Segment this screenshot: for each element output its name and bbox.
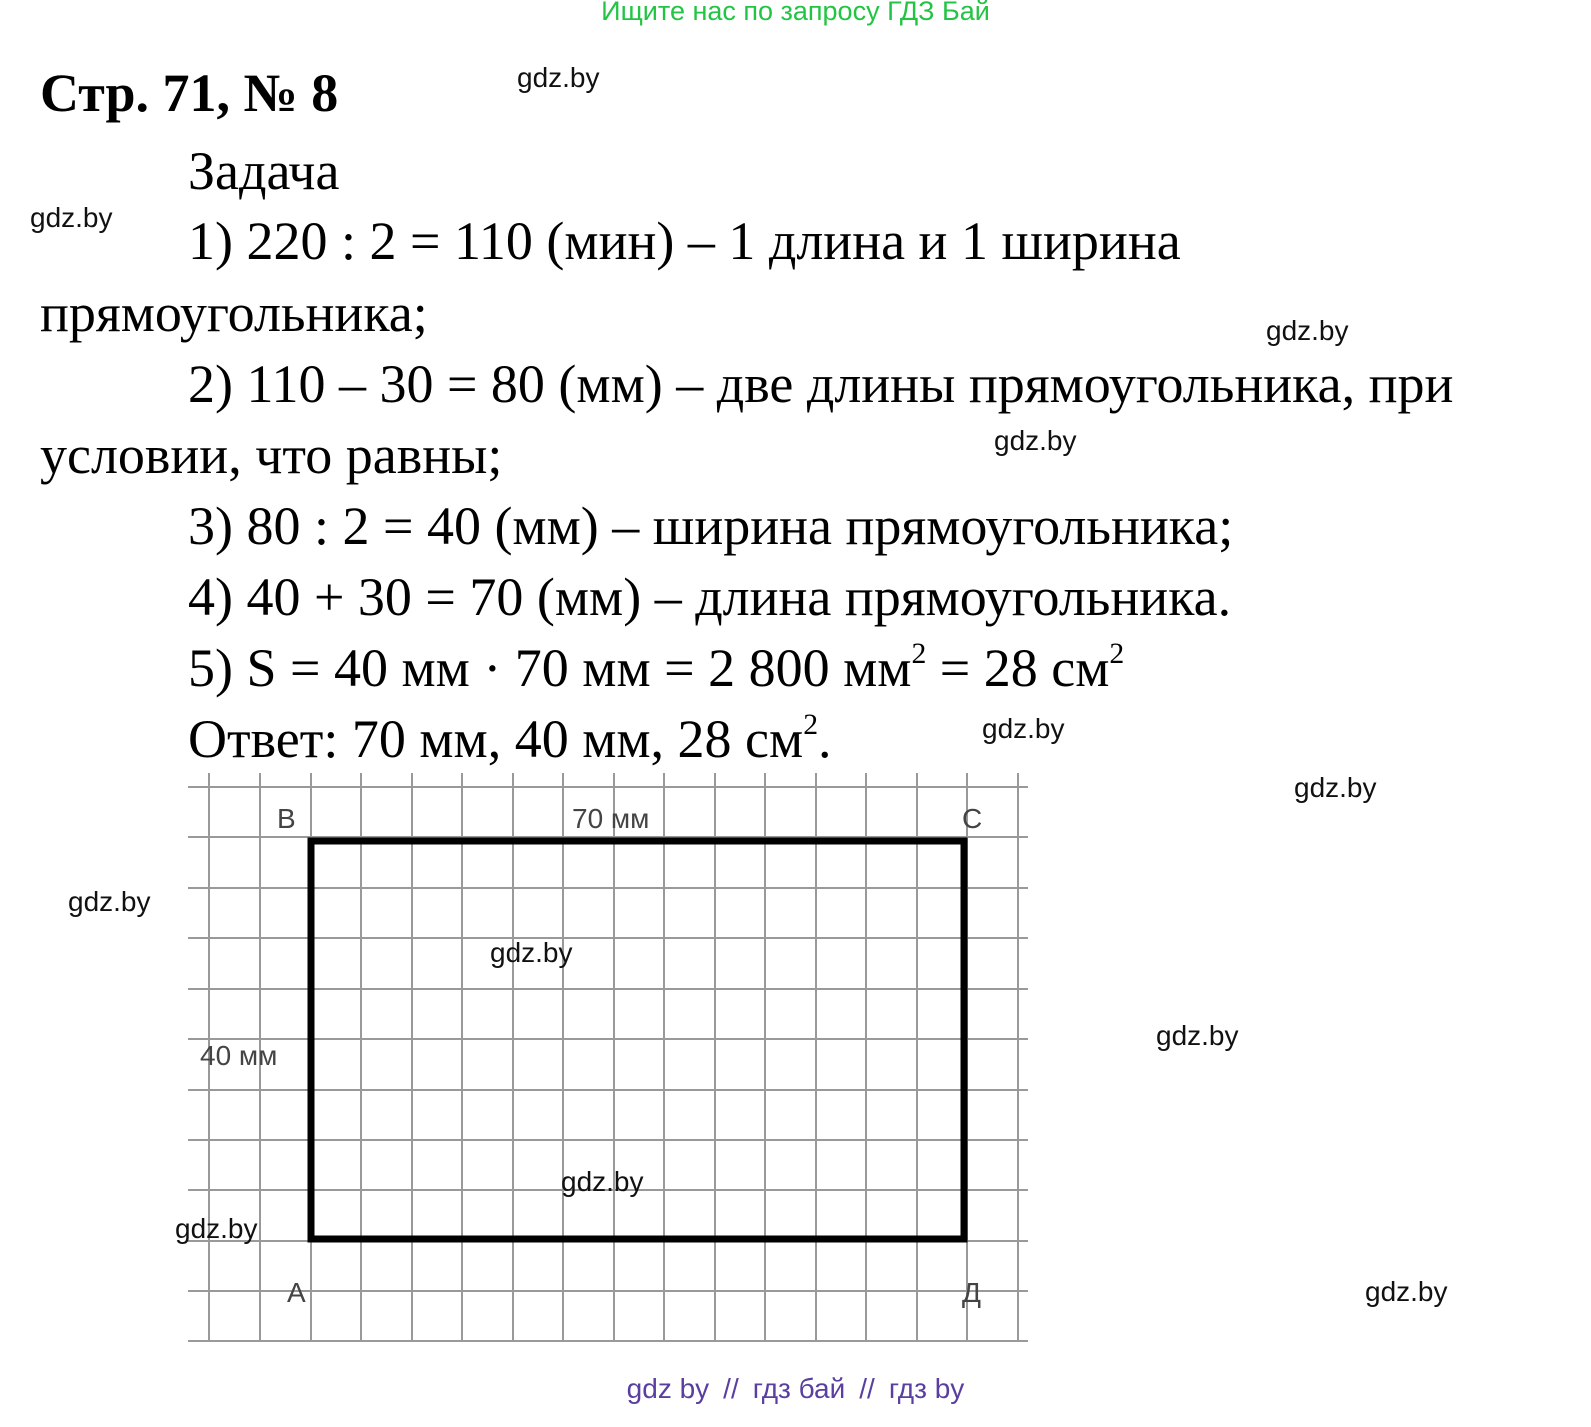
watermark: gdz.by <box>1266 315 1349 346</box>
search-banner: Ищите нас по запросу ГДЗ Бай <box>601 0 990 26</box>
footer-link-gdz-by-2[interactable]: гдз by <box>888 1373 965 1404</box>
step-2-line-2: условии, что равны; <box>40 425 503 485</box>
step-5-exponent-2: 2 <box>1109 637 1125 670</box>
step-5-exponent: 2 <box>911 637 927 670</box>
watermark: gdz.by <box>1365 1276 1448 1307</box>
step-1-line-1: 1) 220 : 2 = 110 (мин) – 1 длина и 1 ширина <box>188 211 1181 271</box>
task-label: Задача <box>188 141 340 201</box>
width-label: 40 мм <box>200 1040 278 1071</box>
answer-main: Ответ: 70 мм, 40 мм, 28 см <box>188 709 804 769</box>
footer-link-gdz-by[interactable]: gdz by <box>626 1373 710 1404</box>
answer-exponent: 2 <box>803 708 819 741</box>
watermark: gdz.by <box>982 713 1065 744</box>
step-5-main: 5) S = 40 мм · 70 мм = 2 800 мм <box>188 638 912 698</box>
step-1-line-2: прямоугольника; <box>40 283 428 343</box>
step-5-mid: = 28 см <box>926 638 1110 698</box>
footer-link-gdz-bai[interactable]: гдз бай <box>752 1373 846 1404</box>
step-3: 3) 80 : 2 = 40 (мм) – ширина прямоугольника; <box>188 496 1234 556</box>
watermark: gdz.by <box>1156 1020 1239 1051</box>
watermark: gdz.by <box>561 1166 644 1197</box>
page-title: Стр. 71, № 8 <box>40 63 339 123</box>
vertex-d-label: Д <box>962 1277 981 1308</box>
length-label: 70 мм <box>572 803 650 834</box>
vertex-c-label: С <box>962 803 983 834</box>
step-2-line-1: 2) 110 – 30 = 80 (мм) – две длины прямоугольника, при <box>188 354 1454 414</box>
footer-separator: // <box>859 1373 875 1404</box>
watermark: gdz.by <box>68 886 151 917</box>
watermark: gdz.by <box>994 425 1077 456</box>
footer <box>0 1373 1591 1405</box>
watermark: gdz.by <box>517 62 600 93</box>
watermark: gdz.by <box>30 202 113 233</box>
watermark: gdz.by <box>1294 772 1377 803</box>
answer-end: . <box>818 709 832 769</box>
footer-separator: // <box>723 1373 739 1404</box>
vertex-a-label: А <box>287 1277 306 1308</box>
watermark: gdz.by <box>490 937 573 968</box>
vertex-b-label: В <box>277 803 296 834</box>
watermark: gdz.by <box>175 1213 258 1244</box>
step-4: 4) 40 + 30 = 70 (мм) – длина прямоугольника. <box>188 567 1232 627</box>
